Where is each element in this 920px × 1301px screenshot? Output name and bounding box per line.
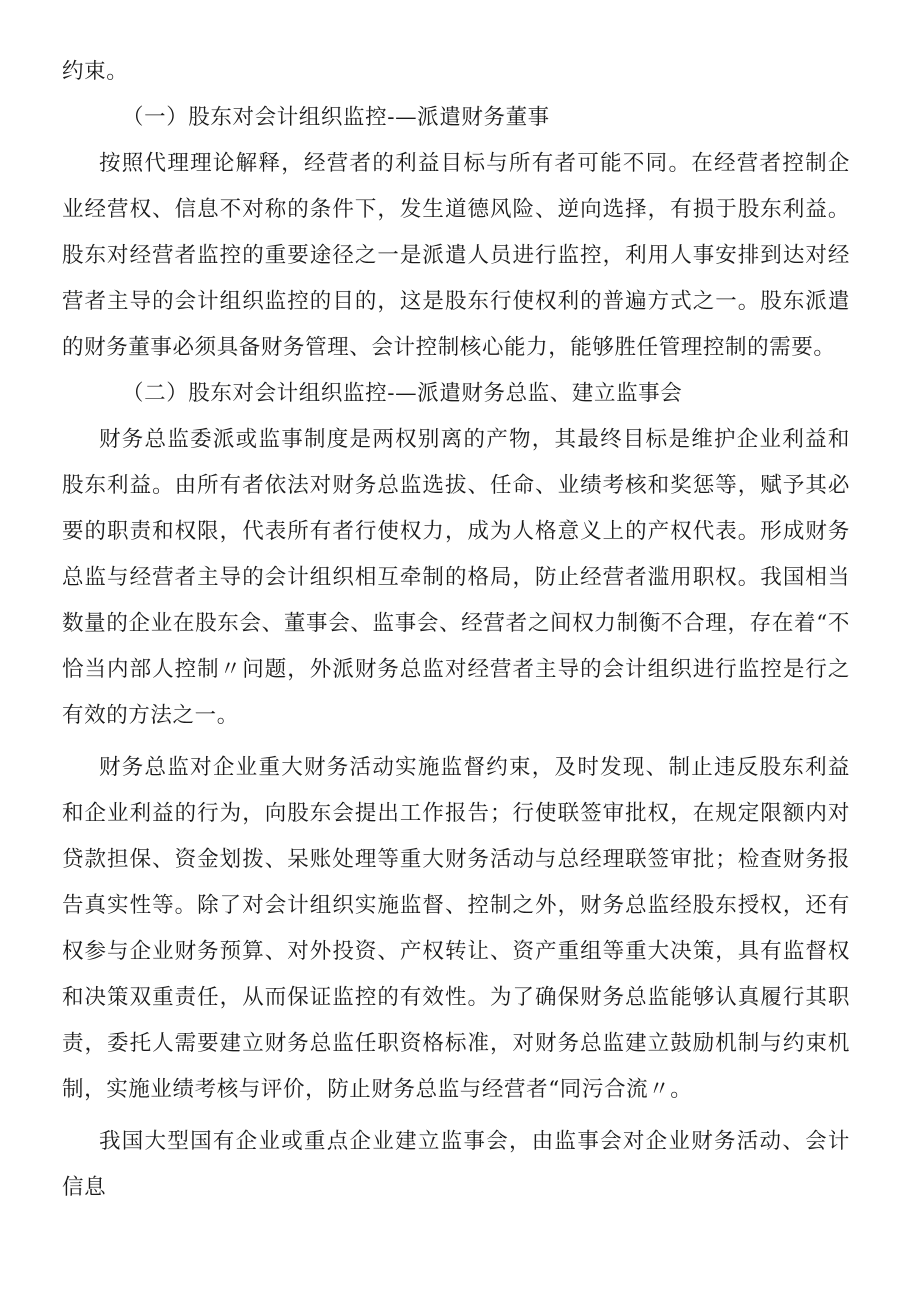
paragraph-cfo-delegation: 财务总监委派或监事制度是两权别离的产物，其最终目标是维护企业利益和股东利益。由所有者依法对财务总监选拔、任命、业绩考核和奖惩等，赋予其必要的职责和权限，代表所有者行使权力，成为人格意义上的产权代表。形成财务总监与经营者主导的会计组织相互牵制的格局，防止经营者滥用职权。我国相当数量的企业在股东会、董事会、监事会、经营者之间权力制衡不合理，存在着“不恰当内部人控制〃问题，外派财务总监对经营者主导的会计组织进行监控是行之有效的方法之一。 xyxy=(62,427,850,728)
paragraph-agency-theory: 按照代理理论解释，经营者的利益目标与所有者可能不同。在经营者控制企业经营权、信息不对称的条件下，发生道德风险、逆向选择，有损于股东利益。股东对经营者监控的重要途径之一是派遣人员进行监控，利用人事安排到达对经营者主导的会计组织监控的目的，这是股东行使权利的普遍方式之一。股东派遣的财务董事必须具备财务管理、会计控制核心能力，能够胜任管理控制的需要。 xyxy=(62,151,850,360)
paragraph-supervisory-board: 我国大型国有企业或重点企业建立监事会，由监事会对企业财务活动、会计信息 xyxy=(62,1129,850,1200)
paragraph-cfo-supervision: 财务总监对企业重大财务活动实施监督约束，及时发现、制止违反股东利益和企业利益的行为，向股东会提出工作报告；行使联签审批权，在规定限额内对贷款担保、资金划拨、呆账处理等重大财务活动与总经理联签审批；检查财务报告真实性等。除了对会计组织实施监督、控制之外，财务总监经股东授权，还有权参与企业财务预算、对外投资、产权转让、资产重组等重大决策，具有监督权和决策双重责任，从而保证监控的有效性。为了确保财务总监能够认真履行其职责，委托人需要建立财务总监任职资格标准，对财务总监建立鼓励机制与约束机制，实施业绩考核与评价，防止财务总监与经营者“同污合流〃。 xyxy=(62,755,850,1102)
section-heading-2: （二）股东对会计组织监控-—派遣财务总监、建立监事会 xyxy=(122,381,683,406)
section-heading-1: （一）股东对会计组织监控-—派遣财务董事 xyxy=(122,105,550,130)
document-body xyxy=(62,49,850,1211)
paragraph-continuation: 约束。 xyxy=(62,59,129,84)
